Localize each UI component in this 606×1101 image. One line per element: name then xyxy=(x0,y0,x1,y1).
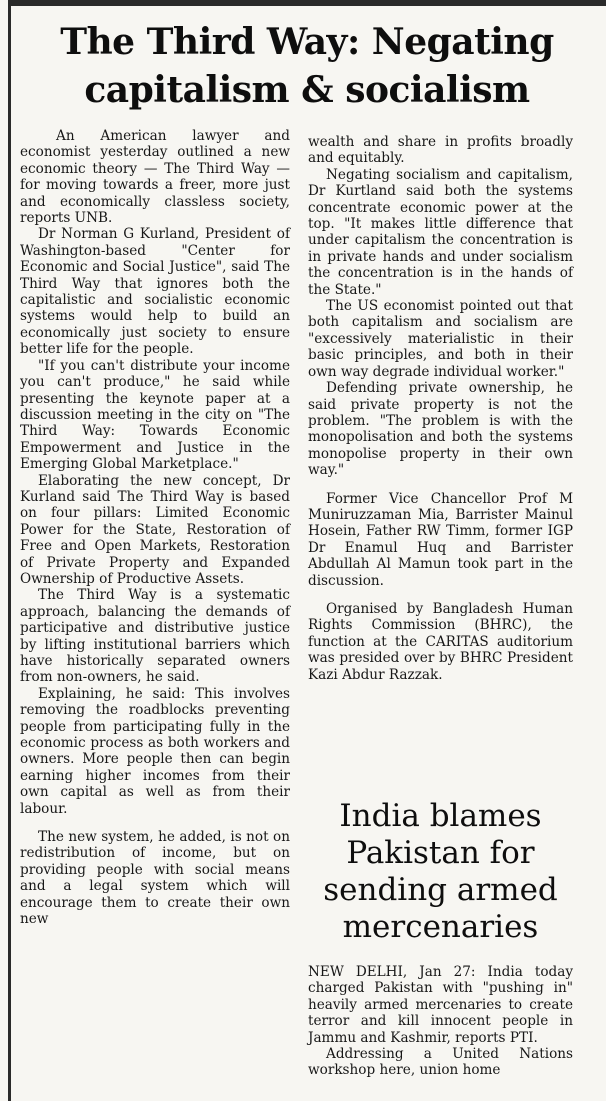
paragraph: Organised by Bangladesh Human Rights Commission (BHRC), the function at the CARITAS auditorium was presided over by BHRC President Kazi Abdur Razzak. xyxy=(308,600,573,683)
paragraph: Defending private ownership, he said private property is not the problem. "The problem is with the monopolisation and both the systems monopolise property in their own way." xyxy=(308,380,573,479)
paragraph: Elaborating the new concept, Dr Kurland said The Third Way is based on four pillars: Limited Economic Power for the State, Restoration of Free and Open Markets, Restoration of Private Property and Expanded Ownership of Productive Assets. xyxy=(20,472,290,587)
paragraph: Addressing a United Nations workshop here, union home xyxy=(308,1046,573,1079)
paragraph: Former Vice Chancellor Prof M Muniruzzaman Mia, Barrister Mainul Hosein, Father RW Timm, former IGP Dr Enamul Huq and Barrister Abdullah Al Mamun took part in the discussion. xyxy=(308,490,573,589)
paragraph: "If you can't distribute your income you can't produce," he said while presenting the keynote paper at a discussion meeting in the city on "The Third Way: Towards Economic Empowerment and Justice in the Emerging Global Marketplace." xyxy=(20,357,290,473)
paragraph: The US economist pointed out that both capitalism and socialism are "excessively materialistic in their basic principles, and both in their own way degrade individual worker." xyxy=(308,298,573,380)
article-headline: The Third Way: Negating capitalism & socialism xyxy=(60,21,554,111)
article-left-column xyxy=(20,128,290,928)
paragraph: NEW DELHI, Jan 27: India today charged Pakistan with "pushing in" heavily armed mercenaries to create terror and kill innocent people in Jammu and Kashmir, reports PTI. xyxy=(308,964,573,1046)
article-right-column xyxy=(308,134,573,683)
page-edge-top xyxy=(8,0,606,6)
paragraph: An American lawyer and economist yesterday outlined a new economic theory — The Third Way — for moving towards a freer, more just and economically classless society, reports UNB. xyxy=(20,128,290,227)
paragraph: Explaining, he said: This involves removing the roadblocks preventing people from participating fully in the economic process as both workers and owners. More people then can begin earning higher incomes from their own capital as well as from their labour. xyxy=(20,685,290,817)
article-headline: India blames Pakistan for sending armed mercenaries xyxy=(323,798,558,945)
paragraph: wealth and share in profits broadly and equitably. xyxy=(308,134,573,167)
paragraph: Negating socialism and capitalism, Dr Kurtland said both the systems concentrate economic power at the top. "It makes little difference that under capitalism the concentration is in private hands and under socialism the concentration is in the hands of the State." xyxy=(308,166,573,298)
paragraph: The new system, he added, is not on redistribution of income, but on providing people with social means and a legal system which will encourage them to create their own new xyxy=(20,829,290,928)
paragraph: The Third Way is a systematic approach, balancing the demands of participative and distributive justice by lifting institutional barriers which have historically separated owners from non-owners, he said. xyxy=(20,587,290,686)
article-body xyxy=(308,964,573,1079)
paragraph: Dr Norman G Kurland, President of Washington-based "Center for Economic and Social Justice", said The Third Way that ignores both the capitalistic and socialistic economic systems would help to build an economically just society to ensure better life for the people. xyxy=(20,226,290,358)
second-article xyxy=(308,798,573,1079)
column-rule xyxy=(8,0,11,1101)
